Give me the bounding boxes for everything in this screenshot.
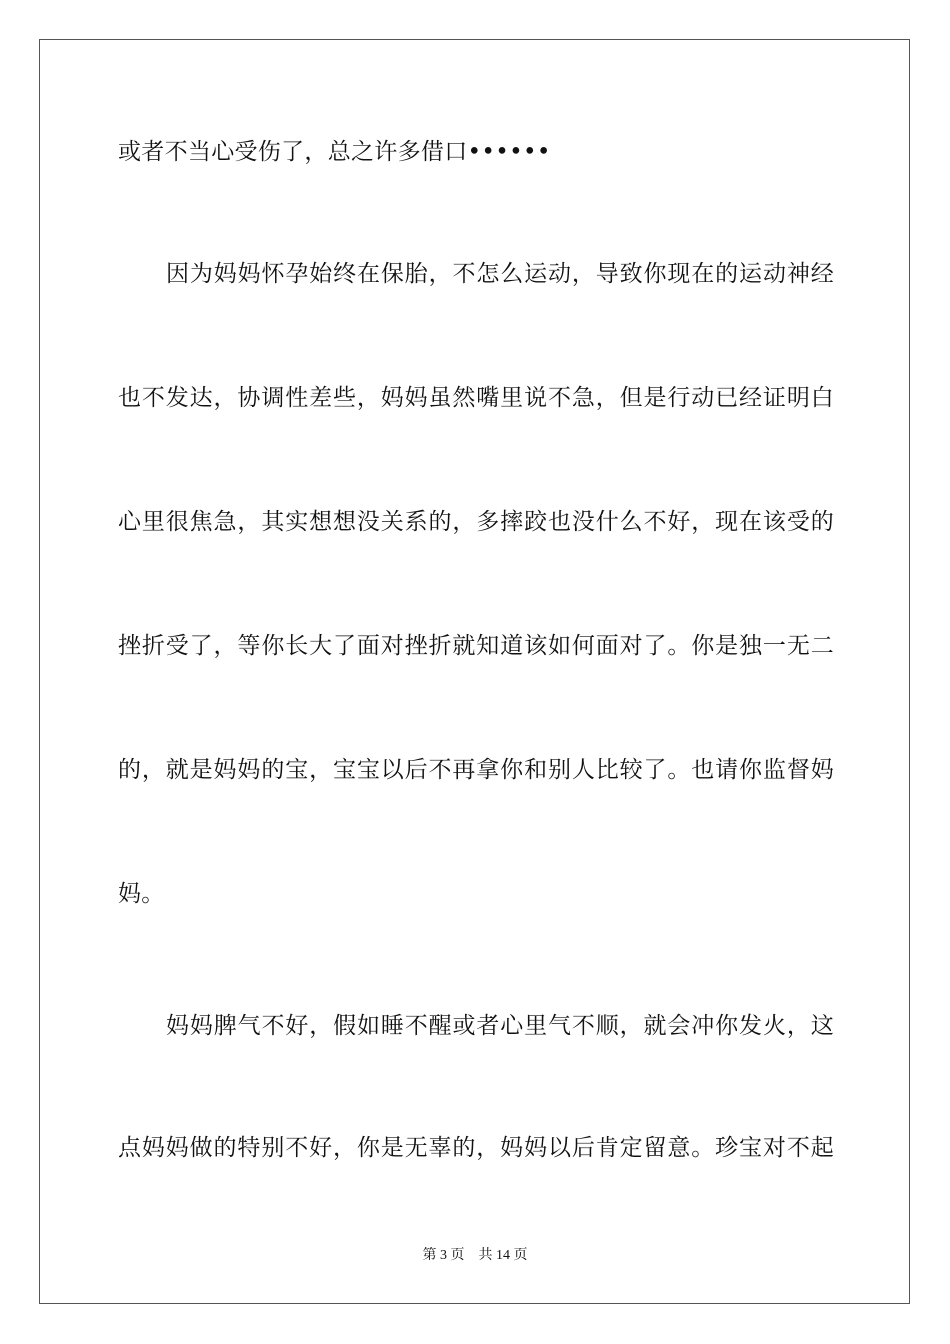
page-border — [39, 39, 910, 1304]
text-line-9: 点妈妈做的特别不好，你是无辜的，妈妈以后肯定留意。珍宝对不起 — [118, 1135, 834, 1161]
text-line-7: 妈。 — [118, 881, 165, 907]
text-line-5: 挫折受了，等你长大了面对挫折就知道该如何面对了。你是独一无二 — [118, 633, 834, 659]
text-line-8: 妈妈脾气不好，假如睡不醒或者心里气不顺，就会冲你发火，这 — [166, 1013, 834, 1039]
page-total: 共 14 页 — [478, 1248, 528, 1263]
text-line-3: 也不发达，协调性差些，妈妈虽然嘴里说不急，但是行动已经证明白 — [118, 385, 834, 411]
text-line-6: 的，就是妈妈的宝，宝宝以后不再拿你和别人比较了。也请你监督妈 — [118, 757, 834, 783]
text-line-1: 或者不当心受伤了，总之许多借口•••••• — [118, 139, 551, 165]
page-number: 第 3 页 — [422, 1248, 465, 1263]
text-line-4: 心里很焦急，其实想想没关系的，多摔跤也没什么不好，现在该受的 — [118, 509, 834, 535]
page-footer — [0, 1247, 950, 1265]
text-line-2: 因为妈妈怀孕始终在保胎，不怎么运动，导致你现在的运动神经 — [166, 261, 834, 287]
